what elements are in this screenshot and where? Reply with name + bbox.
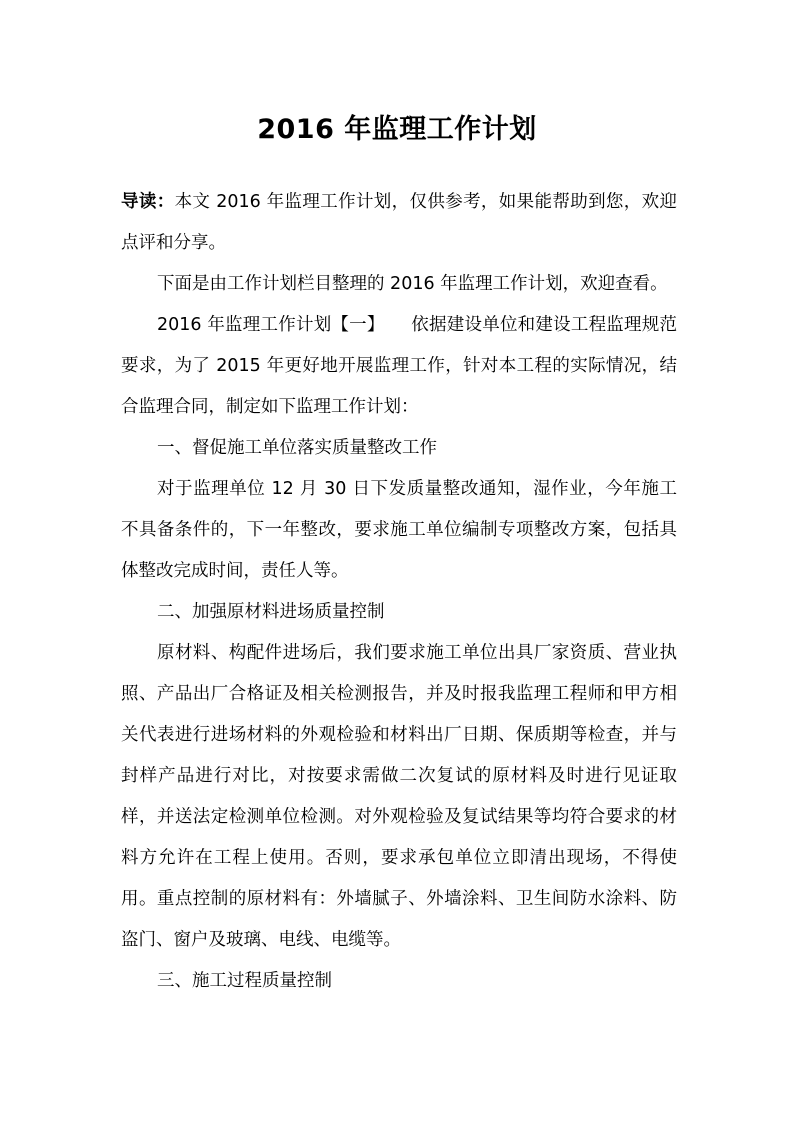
section-heading: 二、加强原材料进场质量控制 — [157, 602, 385, 622]
body-paragraph: 原材料、构配件进场后，我们要求施工单位出具厂家资质、营业执照、产品出厂合格证及相关检测报告，并及时报我监理工程师和甲方相关代表进行进场材料的外观检验和材料出厂日期、保质期等检查，并与封样产品进行对比，对按要求需做二次复试的原材料及时进行见证取样，并送法定检测单位检测。对外观检验及复试结果等均符合要求的材料方允许在工程上使用。否则，要求承包单位立即清出现场，不得使用。重点控制的原材料有：外墙腻子、外墙涂料、卫生间防水涂料、防盗门、窗户及玻璃、电线、电缆等。 — [121, 643, 677, 950]
body-paragraph: 下面是由工作计划栏目整理的 2016 年监理工作计划，欢迎查看。 — [157, 274, 668, 294]
section-heading: 三、施工过程质量控制 — [157, 971, 332, 991]
body-paragraph: 对于监理单位 12 月 30 日下发质量整改通知，湿作业，今年施工不具备条件的，下一年整改，要求施工单位编制专项整改方案，包括具体整改完成时间，责任人等。 — [121, 479, 677, 581]
intro-paragraph — [121, 182, 677, 264]
intro-text: 本文 2016 年监理工作计划，仅供参考，如果能帮助到您，欢迎点评和分享。 — [121, 192, 677, 253]
document-title: 2016 年监理工作计划 — [257, 114, 537, 145]
document-body — [121, 182, 677, 1002]
body-paragraph: 2016 年监理工作计划【一】 依据建设单位和建设工程监理规范要求，为了 2015 年更好地开展监理工作，针对本工程的实际情况，结合监理合同，制定如下监理工作计划： — [121, 315, 677, 417]
intro-label: 导读： — [121, 192, 175, 212]
section-heading: 一、督促施工单位落实质量整改工作 — [157, 438, 437, 458]
